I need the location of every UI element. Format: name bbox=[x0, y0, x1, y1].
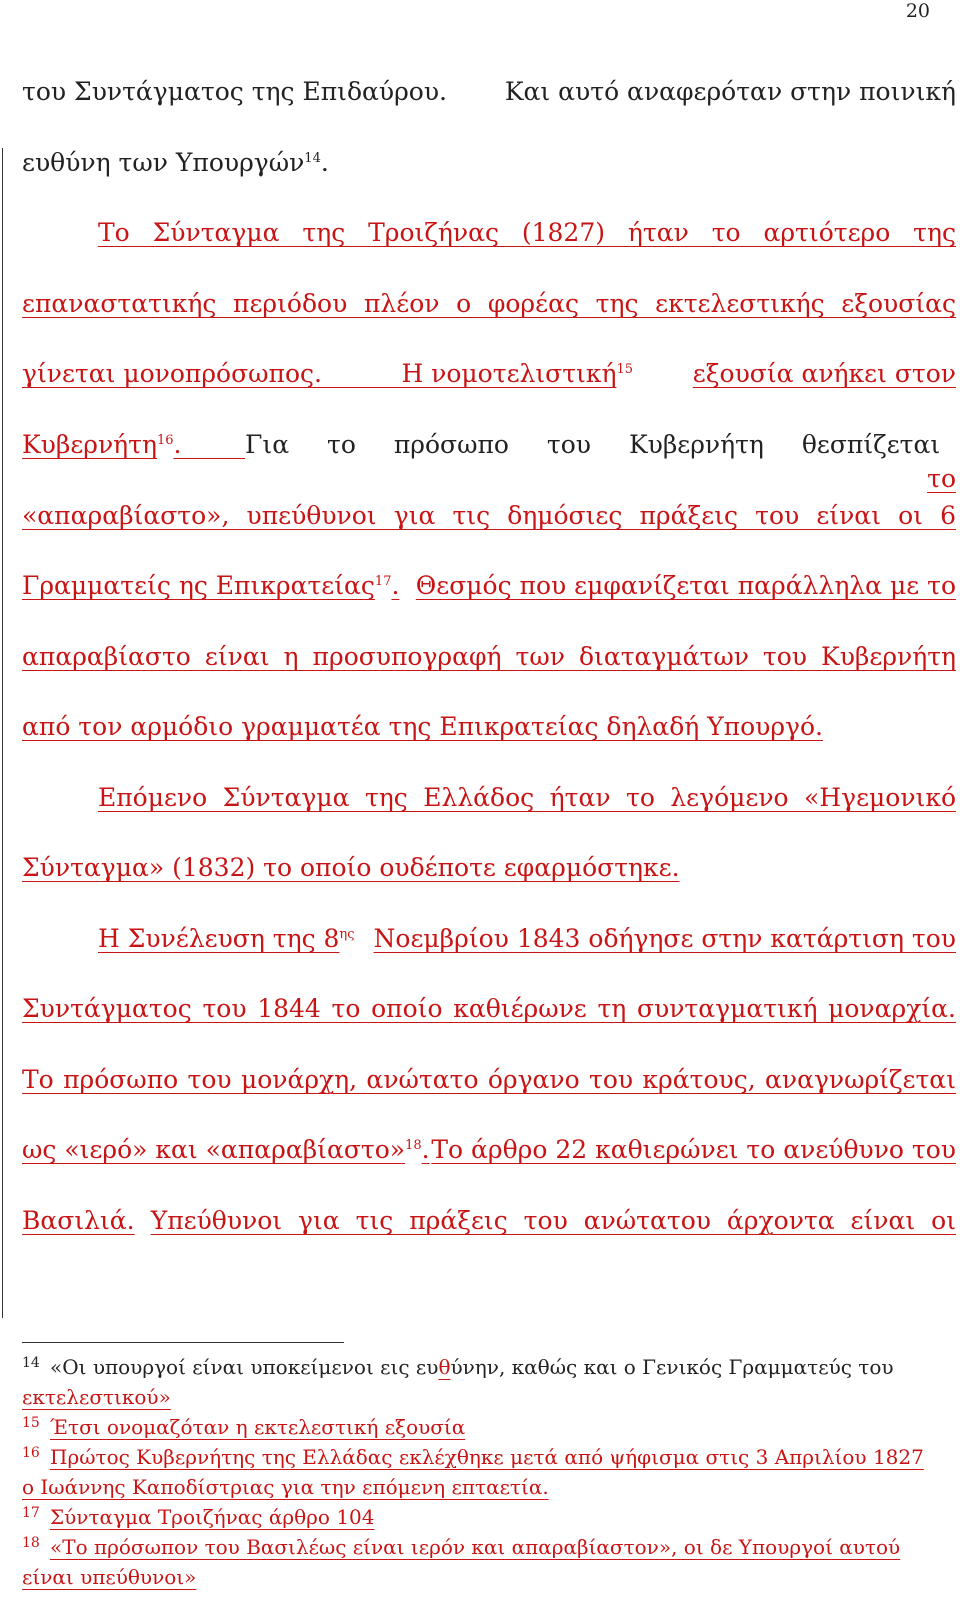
footnote-15 bbox=[22, 1413, 956, 1441]
tracked-insertion: Υπεύθυνοι για τις πράξεις του ανώτατου άρχοντα είναι οι bbox=[150, 1206, 956, 1235]
footnote-ref-15: 15 bbox=[616, 362, 634, 377]
body-line-4 bbox=[22, 287, 956, 321]
body-line-15 bbox=[22, 1063, 956, 1097]
footnote-ref-14: 14 bbox=[304, 151, 321, 166]
body-line-17 bbox=[22, 1204, 956, 1238]
tracked-insertion: Σύνταγμα Τροιζήνας άρθρο 104 bbox=[50, 1505, 375, 1529]
footnote-separator bbox=[22, 1342, 344, 1343]
tracked-insertion: Η νομοτελιστική bbox=[401, 359, 617, 388]
tracked-insertion: επαναστατικής περιόδου πλέον ο φορέας της εκτελεστικής εξουσίας bbox=[22, 289, 956, 318]
page-number: 20 bbox=[905, 0, 930, 22]
body-line-16: ως «ιερό» και «απαραβίαστο»$^{18}$. Το άρθρο 22 καθιερώνει το ανεύθυνο του bbox=[22, 1133, 956, 1167]
tracked-insertion: Γραμματείς ης Επικρατείας bbox=[22, 571, 375, 600]
body-line-13 bbox=[98, 922, 956, 956]
tracked-insertion: Σύνταγμα» (1832) το οποίο ουδέποτε εφαρμόστηκε. bbox=[22, 853, 680, 882]
tracked-insertion: απαραβίαστο είναι η προσυπογραφή των διαταγμάτων του Κυβερνήτη bbox=[22, 642, 956, 671]
body-line-11 bbox=[98, 781, 956, 815]
tracked-insertion: ο Ιωάννης Καποδίστριας για την επόμενη επταετία. bbox=[22, 1475, 549, 1499]
text-run: «Οι υπουργοί είναι υποκείμενοι εις ευ bbox=[50, 1355, 439, 1379]
tracked-insertion: Κυβερνήτη bbox=[22, 430, 157, 459]
body-line-7 bbox=[22, 499, 956, 533]
body-line-3 bbox=[98, 216, 956, 250]
footnote-number: 17 bbox=[22, 1505, 40, 1521]
footnote-18-cont bbox=[22, 1563, 956, 1591]
tracked-insertion: Νοεμβρίου 1843 οδήγησε στην κατάρτιση του bbox=[373, 924, 956, 953]
footnote-14-cont bbox=[22, 1383, 956, 1411]
tracked-insertion: Το πρόσωπο του μονάρχη, ανώτατο όργανο του κράτους, αναγνωρίζεται bbox=[22, 1065, 956, 1094]
tracked-insertion: «απαραβίαστο», υπεύθυνοι για τις δημόσιες πράξεις του είναι οι 6 bbox=[22, 501, 956, 530]
tracked-insertion: εκτελεστικού» bbox=[22, 1385, 171, 1409]
tracked-insertion: Θεσμός που εμφανίζεται παράλληλα με το bbox=[415, 571, 956, 600]
footnote-number: 15 bbox=[22, 1415, 40, 1431]
text-run: ύνην, καθώς και ο Γενικός Γραμματεύς του bbox=[450, 1355, 894, 1379]
text-run: ευθύνη των Υπουργών bbox=[22, 148, 305, 177]
body-line-12 bbox=[22, 851, 956, 885]
footnote-16 bbox=[22, 1443, 956, 1471]
footnote-14 bbox=[22, 1353, 956, 1381]
tracked-insertion: το bbox=[927, 464, 956, 493]
tracked-insertion: Βασιλιά. bbox=[22, 1206, 135, 1235]
footnote-number: 16 bbox=[22, 1445, 40, 1461]
tracked-insertion: Το Σύνταγμα της Τροιζήνας (1827) ήταν το αρτιότερο της bbox=[98, 218, 956, 247]
footnote-ref-17: 17 bbox=[374, 574, 392, 589]
tracked-insertion: από τον αρμόδιο γραμματέα της Επικρατείας δηλαδή Υπουργό. bbox=[22, 712, 823, 741]
footnote-number: 14 bbox=[22, 1355, 40, 1371]
text-run: του Συντάγματος της Επιδαύρου. bbox=[22, 77, 447, 106]
tracked-insertion: είναι υπεύθυνοι» bbox=[22, 1565, 197, 1589]
tracked-insertion: «Το πρόσωπον του Βασιλέως είναι ιερόν και απαραβίαστον», οι δε Υπουργοί αυτού bbox=[50, 1535, 901, 1559]
body-line-1 bbox=[22, 75, 956, 109]
revision-change-bar bbox=[2, 148, 3, 1318]
tracked-insertion: γίνεται μονοπρόσωπος. bbox=[22, 359, 322, 388]
tracked-insertion: Η Συνέλευση της 8 bbox=[98, 924, 340, 953]
ordinal-superscript: ης bbox=[339, 927, 355, 942]
footnote-16-cont bbox=[22, 1473, 956, 1501]
body-line-2 bbox=[22, 146, 956, 180]
footnote-ref-18: 18 bbox=[405, 1138, 422, 1153]
body-line-10 bbox=[22, 710, 956, 744]
tracked-insertion: εξουσία ανήκει στον bbox=[692, 359, 956, 388]
footnote-17 bbox=[22, 1503, 956, 1531]
footnote-ref-16: 16 bbox=[156, 433, 174, 448]
tracked-insertion: Έτσι ονομαζόταν η εκτελεστική εξουσία bbox=[50, 1415, 466, 1439]
text-run: . bbox=[320, 148, 329, 177]
text-run: Για το πρόσωπο του Κυβερνήτη θεσπίζεται bbox=[245, 430, 941, 459]
tracked-insertion: Πρώτος Κυβερνήτης της Ελλάδας εκλέχθηκε μετά από ψήφισμα στις 3 Απριλίου 1827 bbox=[50, 1445, 924, 1469]
footnote-18 bbox=[22, 1533, 956, 1561]
footnote-number: 18 bbox=[22, 1535, 40, 1551]
tracked-insertion: θ bbox=[438, 1355, 451, 1379]
tracked-insertion: Το άρθρο 22 καθιερώνει το ανεύθυνο του bbox=[431, 1135, 956, 1164]
tracked-insertion: Συντάγματος του 1844 το οποίο καθιέρωνε τη συνταγματική μοναρχία. bbox=[22, 994, 956, 1023]
body-line-14 bbox=[22, 992, 956, 1026]
body-line-8: Γραμματείς ης Επικρατείας$^{17}$. Θεσμός που εμφανίζεται παράλληλα με το bbox=[22, 569, 956, 603]
text-run: Και αυτό αναφερόταν στην ποινική bbox=[504, 77, 956, 106]
tracked-insertion: Επόμενο Σύνταγμα της Ελλάδος ήταν το λεγόμενο «Ηγεμονικό bbox=[98, 783, 956, 812]
tracked-insertion: ως «ιερό» και «απαραβίαστο» bbox=[22, 1135, 406, 1164]
body-line-5 bbox=[22, 357, 956, 391]
body-line-9 bbox=[22, 640, 956, 674]
body-line-6: Κυβερνήτη$^{16}$. Για το πρόσωπο του Κυβερνήτη θεσπίζεται το bbox=[22, 428, 956, 496]
